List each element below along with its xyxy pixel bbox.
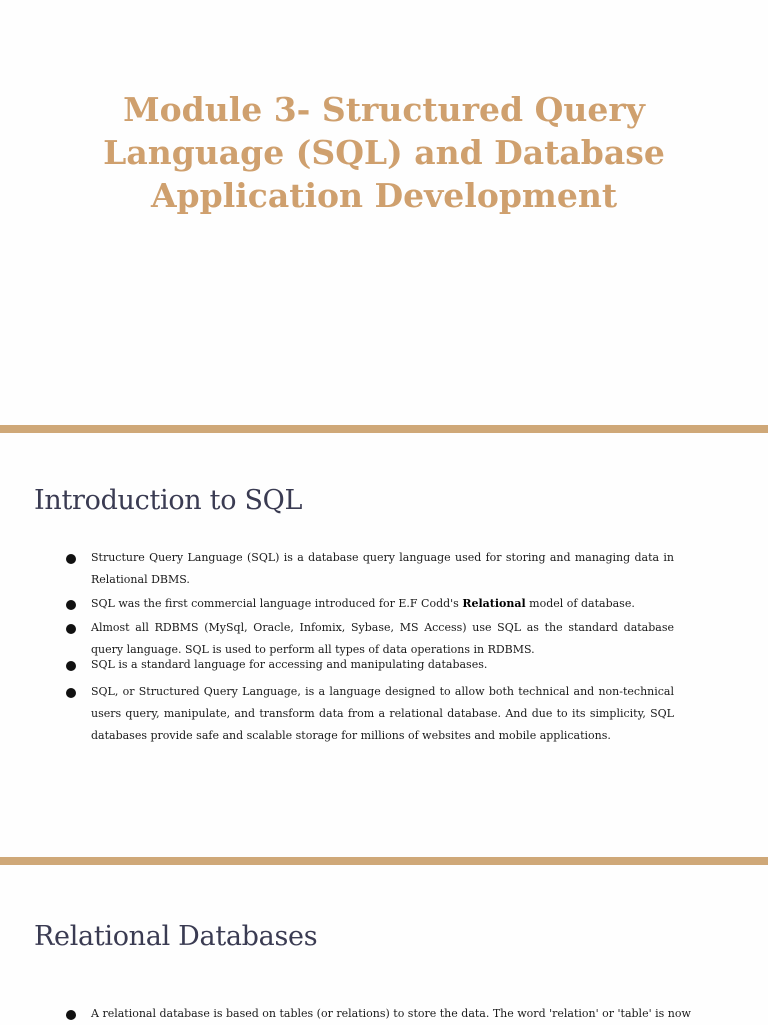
bullet-text: SQL, or Structured Query Language, is a language designed to allow both technical and non-technical users query, manipulate, and transform data from a relational database. And due to its simplicity, SQL databases provide safe and scalable storage for millions of websites and mobile applications. xyxy=(91,685,674,742)
module-title: Module 3- Structured Query Language (SQL) and Database Application Development xyxy=(103,90,665,215)
list-item xyxy=(91,1005,691,1025)
bullet-icon xyxy=(66,661,76,671)
intro-heading: Introduction to SQL xyxy=(34,485,303,516)
list-item xyxy=(91,683,674,747)
bullet-text: SQL is a standard language for accessing and manipulating databases. xyxy=(91,658,488,671)
bullet-text xyxy=(91,593,674,615)
bullet-icon xyxy=(66,554,76,564)
title-slide xyxy=(0,0,768,425)
bullet-icon xyxy=(66,688,76,698)
bullet-icon xyxy=(66,624,76,634)
slide-divider xyxy=(0,857,768,865)
bullet-text-end: model of database. xyxy=(525,597,635,610)
list-item xyxy=(91,619,674,661)
bullet-text: A relational database is based on tables (or relations) to store the data. The word 'relation' or 'table' is now xyxy=(91,1007,691,1020)
slide-divider xyxy=(0,425,768,433)
list-item xyxy=(91,656,674,673)
intro-slide xyxy=(0,433,768,857)
bullet-icon xyxy=(66,1010,76,1020)
relational-slide xyxy=(0,865,768,1024)
list-item xyxy=(91,549,674,591)
bullet-icon xyxy=(66,600,76,610)
bullet-text: Almost all RDBMS (MySql, Oracle, Infomix, Sybase, MS Access) use SQL as the standard database query language. SQL is used to perform all types of data operations in RDBMS. xyxy=(91,621,674,656)
bullet-text-start: SQL was the first commercial language introduced for E.F Codd's xyxy=(91,597,463,610)
list-item xyxy=(91,595,674,615)
bullet-text-bold: Relational xyxy=(462,597,526,610)
bullet-text: Structure Query Language (SQL) is a database query language used for storing and managing data in Relational DBMS. xyxy=(91,551,674,586)
relational-heading: Relational Databases xyxy=(34,921,318,952)
